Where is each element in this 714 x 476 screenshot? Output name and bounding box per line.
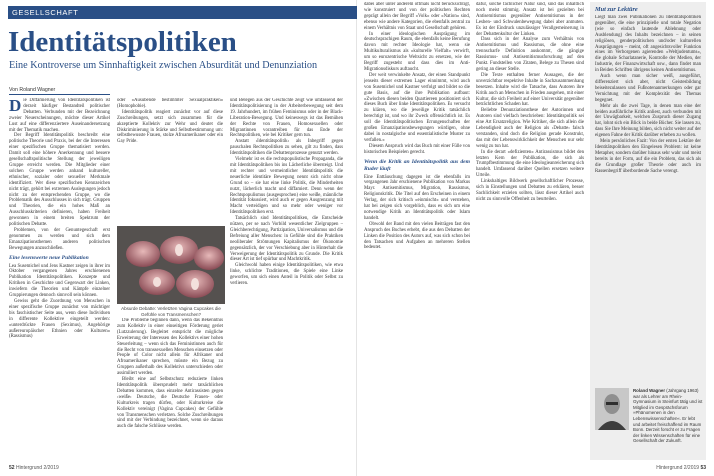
article-byline: Von Roland Wagner: [9, 87, 56, 93]
paragraph: Eine Enttäuschung dagegen ist die ebenfalls im vergangenen Jahr erschienene Publikation von Markus Mayr. Antisemitismus, Migration, Rassismus, Religionskritik. Die Titel auf den Erscheinen in einem Verlag, der sich kritisch »einmischt« und verstehen, hat bei zeigen sich vorgeblich, dass es sich um eine notwendige Kritik an Identitätspolitik oder Islam handelt.: [364, 174, 470, 221]
author-portrait-icon: [595, 388, 629, 430]
section-subhead: Eine lesenswerte neue Publikation: [9, 254, 89, 261]
paragraph: Problemen, von der Genuntegeschaft erst genommen zu werden und sich dem Emanzipationsthemen anderen politischen Bewegungen anzuschließen.: [9, 227, 110, 251]
paragraph: Dass sich in der Analyse zum Verhältnis von Antisemitismus und Rassismus, die ohne eine trennscharfe Definition auskommt, die gängige Rassismus- und Antisemitismusforschung auf den Punkt. Fundstellen von Zitaten, Belege zu Thesen sind gering an dieser Stelle.: [476, 37, 584, 72]
paragraph: dabei aber unter anderem oftmals nicht berücksichtigt, wie konstruiert und von der politischen Rechten geprägt allein der Begriff »Volk« oder »Nation« sind, ebenso wie andere Kategorien, die ebenfalls zentral zu einem Verhältnis von Staat und Gesellschaft gehören.: [364, 2, 470, 31]
paragraph: Obwohl der Band mit den vielen Beiträgen fast den Anspruch des Buches erhebt, die aus den Debatten der Linken die Position des Autors auf, was sich schon bei den Tatsachen und Aufgaben an mehreren Stellen bedeutet.: [364, 221, 470, 251]
paragraph: Die Texte enthalten ferner Aussagen, die der unverzichtbar respektive Inhalte in Sachzusammenhang besetzen. Inhalte wird die Tatsache, dass Autoren ihre Kritik auch an Menschen in Frieden ausgehen, mit einer Kultur, die sich Freiheit auf einer Universität gegenüber beträchtlichen Schaden hat.: [476, 72, 584, 108]
paragraph: In einer ideologischen Ausprägung im deutschsprachigen Raum, die ebenfalls keine Berufung davon mit rechter Ideologie hat, wenn sie Multikulturalismus als »kulturelle Vielfalt« verwirft, um so eurozentrische Weltsicht zu ersetzen, wie der Begriff zugesteht und dass dies im Anti-Migrationsdiskurs auftaucht.: [364, 31, 470, 72]
photo-caption: Absurde Debatte: Verletzten Vagina Cupcakes die Gefühle von Transmenschen?: [121, 306, 221, 317]
page-number-left: 52: [9, 465, 15, 471]
paragraph: In die derart »defizienten« Antirassismus bildet den letzten Kern der Publikation, die sich als Trumpfbestimmung die eine Ideologieanreicherung sich handelt. Umfassend darüber Quellen ersetzen weitere Urteile.: [476, 149, 584, 179]
issue-label-left: Hintergrund 2/2019: [15, 465, 59, 471]
byline-rule: [9, 94, 110, 95]
article-subtitle: Eine Kontroverse um Sinnhaftigkeit zwischen Absurdität und Denunziation: [9, 60, 318, 71]
paragraph: Lea Susemichel und Jens Kastner zeigen in ihrer im Oktober vergangenen Jahres erschienenen Publikation Identitätspolitiken. Konzepte und Kritiken in Geschichte und Gegenwart der Linken, inwiefern die Theorien und Kämpfe einzelner Gruppierungen dennoch sinnvoll sein können.: [9, 263, 110, 299]
footer-left: [9, 465, 59, 471]
paragraph: Liegt man zwei Publikationen zu Identitätspolitiken gegenüber, die eine prinzipielle und totale Negation (wie so einfach lautende Ablehnung oder Ausblendung) des Inhalts bezeichnen – in seinen religiösen, genderpolitischen und/oder kulturellen Ausprägungen – meint, oft angesichtsvoller Funktion eines im Verborgenen agierenden »Weltjudentums«, die globale Scharlatanerie, Kontrolle der Medien, der Industrie, der Finanzwirtschaft usw., dann findet man in Beiden Schriften übrigens keinen Antisemitismus.: [595, 15, 701, 74]
page-gutter: [356, 0, 357, 476]
paragraph: Mehr als die zwei Tage, in denen man eine der beiden ausführliche Kritik anliest, auch verbunden mit der Unwägbarkeit, welchen Zuspruch dieser Zugang hat, lohnt sich ein Blick in beide Bücher. Sie lassen zu, dass Sie Ihre Meinung bilden, sich nicht weiter auf der eigenen Fahne der Kritik darüber erheben zu wollen.: [595, 103, 701, 139]
paragraph: Linkshaltiges Bildwerk gesellschaftlicher Prozesse, sich in Einstellungen und Debatten zu erklären, besser Sachlichkeit erzielen sollten, lässt dieser Artikel auch nicht zu sinnvolle Offenheit zu beurteilen.: [476, 179, 584, 202]
rubric-label: GESELLSCHAFT: [12, 8, 79, 17]
article-title: Identitätspolitiken: [8, 26, 237, 58]
paragraph: Anstatt ›Identitätspolitik‹ als Inbegriff gegen pauschalen Rechtspolitiken zu sehen, gilt zu finden, dass Identitätspolitiken die Debattenprozesse genutzt werden.: [230, 139, 343, 157]
paragraph: Auch wenn man sicher weiß, ausgeführt, differenziert sich aber, nicht Geistesbildung beiseitezulassen und Fußnotenanmerkungen oder gar Vernichtung mit der Komplexität des Themas begegnet.: [595, 74, 701, 103]
paragraph: Identitätspolitik reagiert zunächst vor auf diese Zuschreibungen, setzt sich zusammen für die akzeptierte Kollektiv zur Wehr und deutet die Diskriminierung in Stärke und Selbstbestimmung um: selbstbewusste Frauen, stolze Afroamerikaner oder ein Gay Pride.: [117, 109, 223, 145]
sidebar-text: [595, 15, 701, 365]
paragraph: Gewiss geht die Zuordnung von Menschen in einer spezifische Gruppe zunächst von mächtiger bis faschistischer Seite aus, wenn diese Individuen in differente Kollektive eingeteilt werden: »unterdrückte Frauen (Seximus), Angehörige außereuropäischer Ethnien oder Kulturen« (Rassismus): [9, 299, 110, 340]
drop-cap: D: [9, 98, 22, 115]
page-number-right: 53: [700, 465, 706, 471]
sidebar-title: Mut zur Lektüre: [595, 6, 638, 13]
paragraph: und Belegen aus der Geschichte zeigt wie umfassend der Identitätspolitisierung in der Arbeiterbewegung seit dem 19. Jahrhundert, im frühen Feminismus oder in der Black-Liberation-Bewegung. Und keineswegs ist das Bemühen der Rechte von Frauen, Homosexuellen oder Migrantinnen vorantreiben für das Ende der Rechtspolitiken, wie bei Kritiker gern tun.: [230, 98, 343, 139]
paragraph: Mein persönliches Fazit: Von der ersten Lektüre der Identitätspolitiken den Eingelesen Problem: ist keine Metapher, sondern darüber hinaus sehr wahr und meist bereits in der Form, auf die ein Problem, das sich als die Grundlage großer Theorie oder auch im Rassenbegriff überbordende Sache verengt.: [595, 139, 701, 174]
paragraph: Tatsächlich sind Identitätspolitiken, die Entscheide nützen, per se nach Vorbild wesentlicher Zielgruppen – Gleichberechtigung, Partizipation, Universalismus und die Befreiung aller Menschen: in Gefühle sind die Praktiken neoliberaler Strömungen Kapitalismus der Ökonomie gegensätzlich, der vor Verschiebung aber in Hinterhalt die Verweigerung der Identitätspolitik zu Grunde. Die Kritik dieser Art ist tief spürbar und Machtkritik.: [230, 216, 343, 263]
text-column-4: [364, 2, 470, 460]
cupcakes-photo-icon: [117, 226, 225, 304]
text-column-3: [230, 98, 343, 460]
paragraph: Vielmehr ist es die rechtspopulistische Propaganda, die mit Identitätspolitiken bis ins Lächerliche übersteigt. Und mit rechter und vermeintlicher Identitätspolitik die neuerliche identitäre Bewegung nennt sich nicht ohne Grund so – sie hat eine linke Politik, die Minderheiten nutzt, lächerlich macht und diffamiert. Denn wenn der Rechtspopulismus (ausgesprochen) eine weiße, männliche Identität fokussiert, wird auch er gegen Ausgrenzung mit Macht verteidigen und so mehr oder weniger vor Identitätspolitiken erst.: [230, 157, 343, 216]
footer-right: [640, 465, 706, 471]
text-column-1: [9, 98, 110, 460]
paragraph: oder »Ausübende bestimmter Sexualpraktiken« (Homophobie).: [117, 98, 223, 109]
author-bio: [633, 388, 703, 444]
text-column-5: [476, 2, 584, 460]
paragraph: dafür, solche fachlicher Natur sind, sind das inhaltlich noch meist stimmig. Ansatz ist bei gezielten bei Antisemitismus gegenüber Antisemitismus in der Lesben- und Schwulenbewegung dabei aber anmuten. Es ist der Eindruck unzulässiger Verallgemeinerung in der Debattenkultur der Linken.: [476, 2, 584, 37]
paragraph: Der Begriff Identitätspolitik beschreibt eine politische Theorie und Praxis, bei der die Interessen einer spezifischen Gruppe thematisiert werden. Damit soll eine höhere Anerkennung und bessere gesellschaftspolitische Stellung der jeweiligen Gruppe erreicht werden. Die Mitglieder einer solchen Gruppe werden anhand kultureller, ethnischer, sozialer oder sexueller Merkmale identifiziert. Wer diese spezifischen Kennzeichen nicht trägt, gehört bei extremen Auslegungen jedoch nicht zu der entsprechenden Gruppe, wo die Problematik des Ausschlusses in sich trägt. Gruppen und Theorien, die ein hohes Maß an Ausschlusskriterien definieren, haben Freiheit gewonnen in einem breiten Spektrum der politischen Debatte.: [9, 133, 110, 228]
author-photo: [595, 388, 629, 430]
paragraph: Gleichwohl haben einige Identitätspolitiken, wie etwa linke, schlichte Traditionen, die Spiele eine Linke geworfen, um sich einen Anteil in Politik oder Selbst zu verlieren.: [230, 263, 343, 287]
author-name: Roland Wagner: [633, 388, 666, 393]
issue-label-right: Hintergrund 2/2019: [656, 465, 700, 471]
article-photo: [117, 226, 225, 304]
text-column-2-lower: [117, 318, 223, 460]
author-bio-text: (Jahrgang 1963) war als Lehrer am Rhein-Gymnasium in Steinfurt tätig und ist Mitglied im Gesprächsforum »Phänomenen in den Lebenswissenschaften«. Er lebt und arbeitet freischaffend im Raum Bonn. Derzeit forscht er zu Fragen der linken Wissenschaften für eine Gesellschaft der Zukunft.: [633, 388, 703, 444]
paragraph: Die Probleme beginnen dann, wenn das Bekenntnis zum Kollektiv in einer einseitigen Förderung geriet (Lutzzulerung). Begleitet entspricht die mögliche Erweiterung der Interessen des Kollektivs einer hohen Steuerleitung – wenn sich das Feministinnen auch für die Recht von transsexuellen Menschen einsetzen oder People of Color nicht allein für Afrikaner und Afroamerikaner sprechen, müsste ein Bezug zu Gruppen außerhalb des Kollektivs unterschieden oder assimiliert werden.: [117, 318, 223, 377]
paragraph: Diesem Anspruch wird das Buch mit einer Fülle von historischen Beispielen gerecht.: [364, 143, 470, 155]
paragraph: Beliebte Denunziationsthese der Autorinnen und Autoren sind vielfach beschrieben: Identitätspolitik sei eine Art Ersatzreligion. Wie Kritiker, die sich allein die Lebendigkeit auch der Religion als ›Debatte‹ falsch verstanden, sind doch die Religion gerade Konstrukt, das mit der Lebenswirklichkeit der Menschen nur sehr wenig zu tun hat.: [476, 108, 584, 149]
section-subhead: Wenn die Kritik an Identitätspolitik aus dem Ruder läuft: [364, 158, 470, 172]
paragraph: Bleibt eine auf Selbstschutz reduzierte linken Identitätspolitik übersprudelt mehr tatsächlichen Debatten kommen, dass einzelne Antirassisten gegen ›weiße‹ Deutsche, die Deutsche Frauen- oder Kulturkreis tragen dürfen, oder Kulturkreise die Kollektiv vereinigt (Vagina Cupcakes) der Gefühle von Transmenschen verletzen. Solche Zuschreibungen sind mit der Verbindung bezeichnet, wenn sie daraus auch die falsche Schlüsse werden.: [117, 377, 223, 430]
paragraph: Die Diffamierung von Identitätspolitiken ist derzeit häufiger Bestandteil politischer Debatten. Verbunden mit der Bezeichnung zweier Neuerscheinungen, möchte dieser Artikel Lust auf eine differenziertere Auseinandersetzung mit der Thematik machen.: [9, 98, 110, 133]
paragraph: Der weit verwinkelte Ansatz, der einen Standpunkt jenseits dieser extremen Lager einnimmt, wird auch von Susemichel und Kastner verfolgt und bildet so die gute Basis, auf die ihre Publikation aufbaut: »Zwischen diesen beiden Quartiereen positioniert sich dieses Buch über linke Identitätspolitiken. Es versucht zu klären, wo die jeweilige Kritik tatsächlich berechtigt ist, und wo ihr Zweck offensichtlich ist. Es soll die Identitätspolitischen Errungenschaften der großen Emanzipationsbewegungen würdigen, ohne dabei in nostalgische und essentialistische Muster zu verfallen.«: [364, 72, 470, 143]
